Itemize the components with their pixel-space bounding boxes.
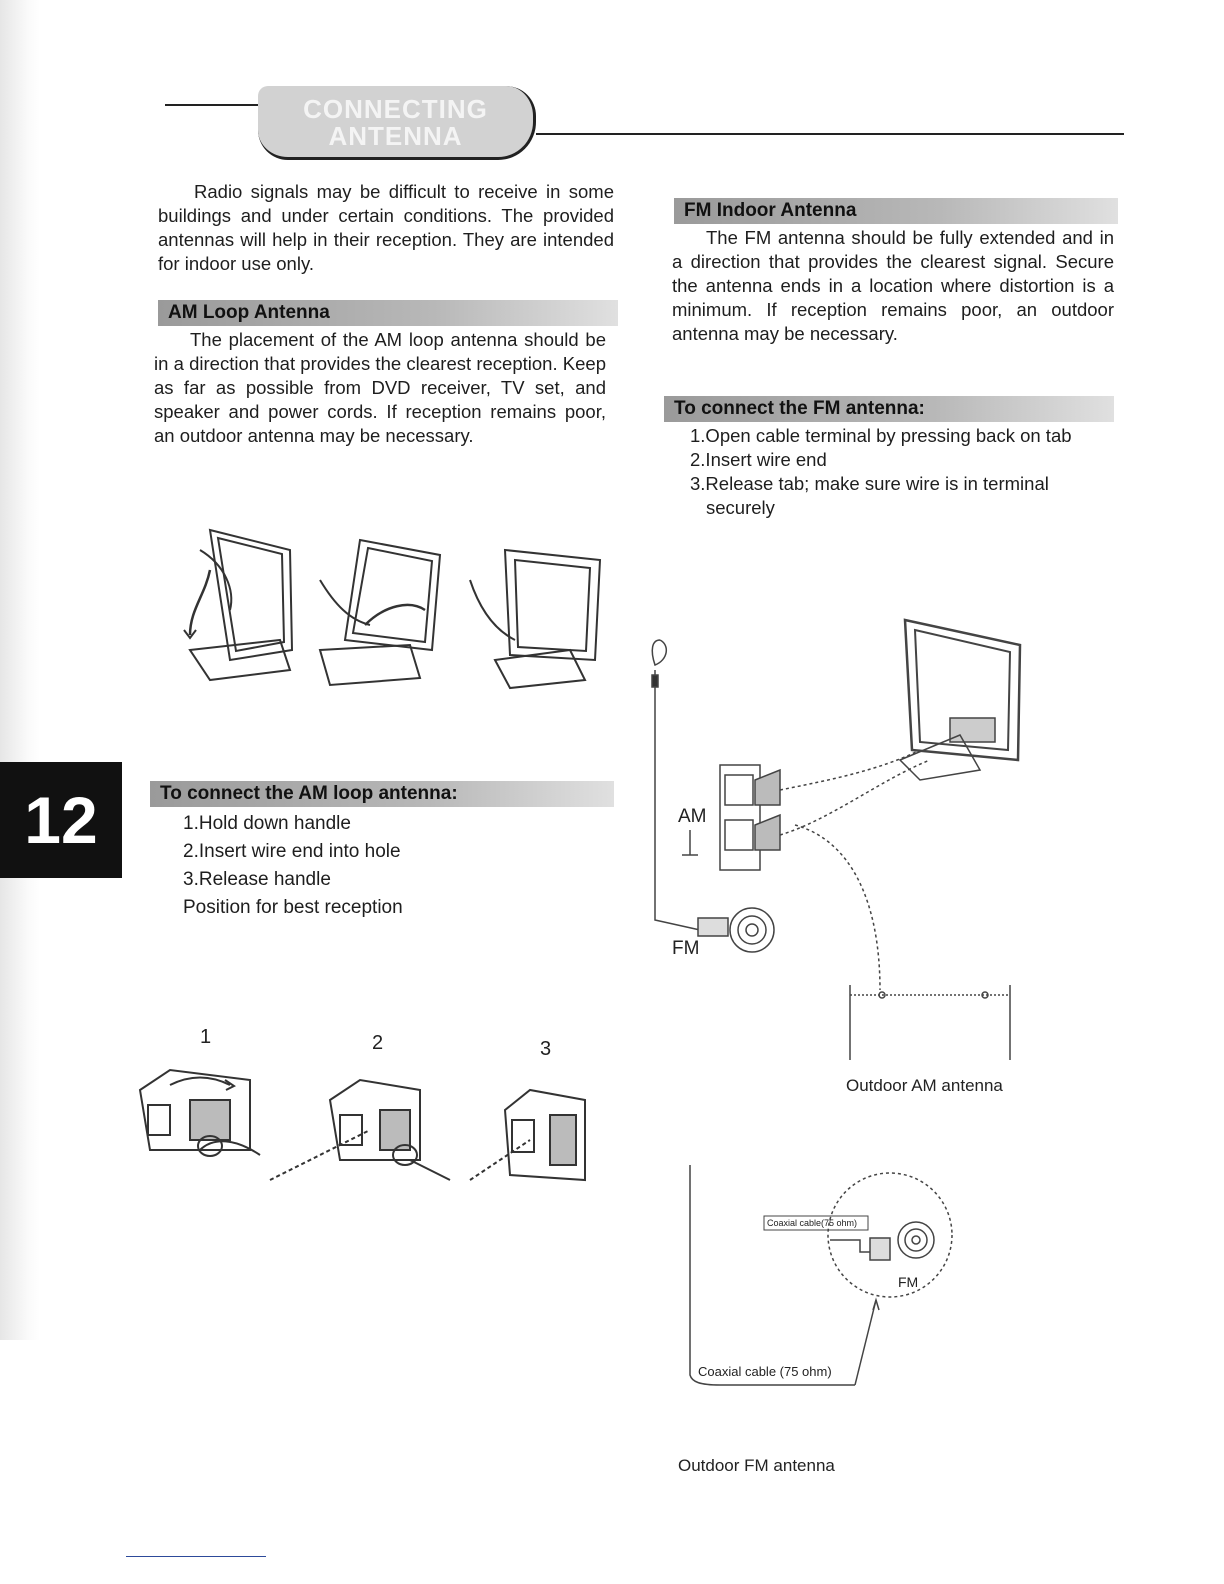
scan-artifact-line [126, 1556, 266, 1557]
coax-small-label: Coaxial cable(75 ohm) [767, 1218, 858, 1228]
figure-number-3: 3 [540, 1038, 552, 1060]
scan-edge-shadow [0, 0, 40, 1340]
am-step-3: 3.Release handle [183, 869, 331, 890]
header-rule-right [536, 133, 1124, 135]
antenna-connection-diagram [630, 600, 1050, 1070]
am-step-4: Position for best reception [183, 897, 403, 918]
banner-title-line2: ANTENNA [328, 121, 463, 151]
terminal-steps-figure [130, 1060, 600, 1190]
outdoor-fm-caption: Outdoor FM antenna [678, 1456, 835, 1475]
fm-indoor-heading: FM Indoor Antenna [674, 198, 1118, 224]
am-loop-heading: AM Loop Antenna [158, 300, 618, 326]
fm-small-label: FM [898, 1274, 919, 1290]
intro-paragraph: Radio signals may be difficult to receive in some buildings and under certain conditions. The provided antennas will help in their reception. They are intended for indoor use only. [158, 181, 614, 274]
fm-step-2: 2.Insert wire end [690, 449, 827, 470]
am-step-2: 2.Insert wire end into hole [183, 841, 401, 862]
fm-step-3: 3.Release tab; make sure wire is in terminal [690, 473, 1049, 494]
header-rule-left [165, 104, 265, 106]
connect-am-steps [183, 810, 403, 922]
am-step-1: 1.Hold down handle [183, 813, 351, 834]
section-banner [258, 86, 536, 160]
connect-am-heading: To connect the AM loop antenna: [150, 781, 614, 807]
am-loop-paragraph: The placement of the AM loop antenna should be in a direction that provides the clearest reception. Keep as far as possible from DVD receiver, TV set, and speaker and power cords. If reception remains poor, an outdoor antenna may be necessary. [154, 329, 606, 446]
fm-step-1: 1.Open cable terminal by pressing back on tab [690, 425, 1072, 446]
am-loop-assembly-figure [170, 510, 610, 700]
fm-step-3-cont: securely [706, 497, 775, 518]
outdoor-am-caption: Outdoor AM antenna [846, 1076, 1003, 1095]
fm-indoor-paragraph: The FM antenna should be fully extended and in a direction that provides the clearest signal. Secure the antenna ends in a location where distortion is a minimum. If reception remains poor, an outdoor antenna may be necessary. [672, 227, 1114, 344]
banner-title-line1: CONNECTING [303, 94, 488, 124]
coax-label: Coaxial cable (75 ohm) [698, 1364, 832, 1379]
am-label: AM [678, 806, 707, 827]
connect-fm-heading: To connect the FM antenna: [664, 396, 1114, 422]
fm-label: FM [672, 938, 700, 959]
figure-number-1: 1 [200, 1026, 212, 1048]
connect-fm-steps [690, 424, 1072, 520]
figure-number-2: 2 [372, 1032, 384, 1054]
page-number-tab: 12 [0, 762, 122, 878]
